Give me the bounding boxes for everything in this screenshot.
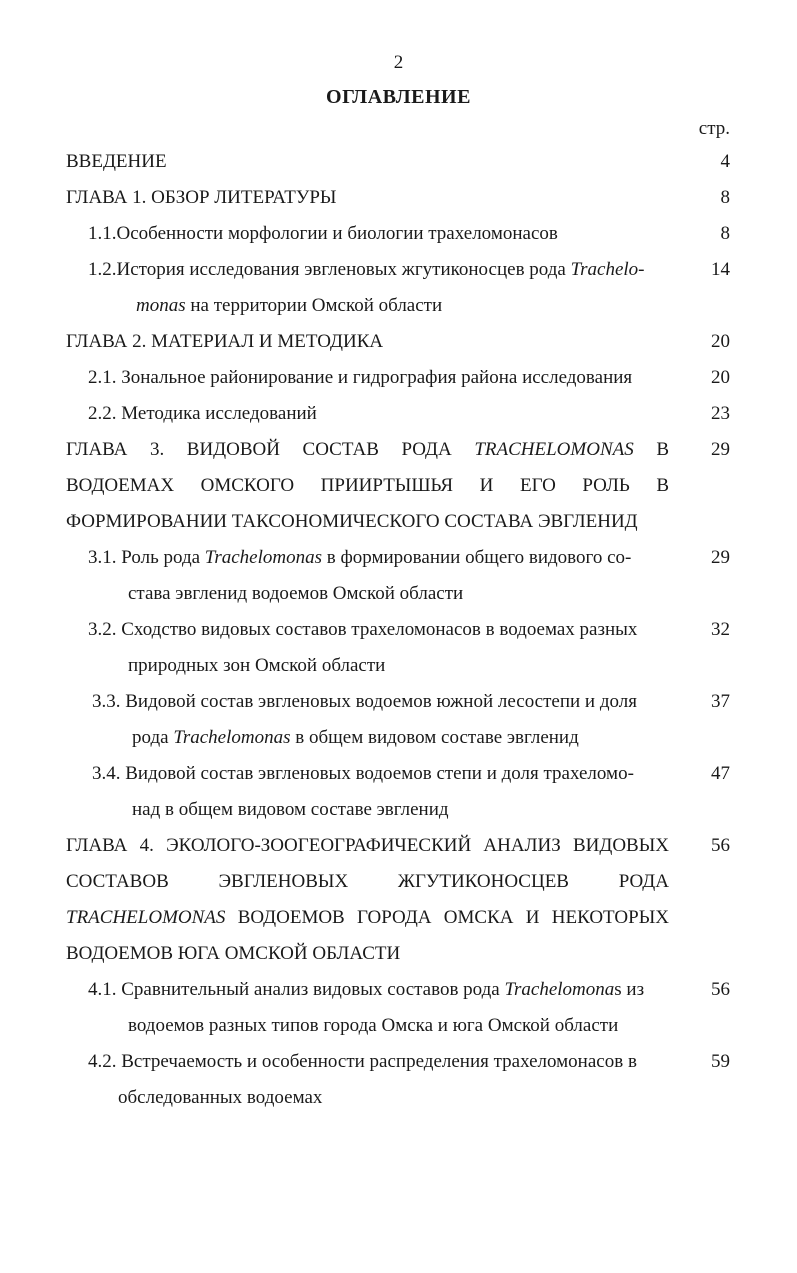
toc-entry-page: 23 <box>711 403 730 424</box>
toc-text-continuation: водоемов разных типов города Омска и юга Омской области <box>128 1015 619 1036</box>
toc-entry-text <box>88 972 677 1044</box>
pages-column-header: стр. <box>698 118 730 139</box>
toc-text-part: рода <box>132 727 174 748</box>
toc-entry-page: 20 <box>711 331 730 352</box>
toc-text-part: 3.1. Роль рода <box>88 547 205 568</box>
toc-entry-section-1-2[interactable] <box>0 252 797 324</box>
toc-entry-page: 8 <box>720 223 730 244</box>
toc-entry-introduction[interactable] <box>0 144 797 180</box>
toc-text-italic: monas <box>136 295 186 316</box>
toc-entry-text: 2.2. Методика исследований <box>88 403 317 424</box>
toc-entry-section-3-1[interactable] <box>0 540 797 612</box>
toc-text-italic: TRACHELOMONAS <box>66 907 226 928</box>
toc-entry-page: 47 <box>711 763 730 784</box>
toc-entry-text <box>66 828 669 972</box>
toc-text-part: 1.2.История исследования эвгленовых жгутиконосцев рода <box>88 259 571 280</box>
toc-entry-chapter-4[interactable] <box>0 828 797 972</box>
toc-text-italic: Trachelomonas <box>173 727 291 748</box>
toc-entry-chapter-2[interactable] <box>0 324 797 360</box>
toc-text-part: в общем видовом составе эвгленид <box>290 727 579 748</box>
toc-text-part: в формировании общего видового со- <box>321 547 632 568</box>
toc-text-continuation <box>92 720 677 756</box>
toc-entry-page: 4 <box>720 151 730 172</box>
page-number: 2 <box>393 52 404 73</box>
toc-text-part: 3.4. Видовой состав эвгленовых водоемов степи и доля трахеломо- <box>92 763 634 784</box>
toc-entry-text <box>88 540 677 612</box>
toc-entry-text <box>92 684 677 756</box>
toc-entry-section-1-1[interactable] <box>0 216 797 252</box>
toc-text-part: В ВОДОЕМАХ ОМСКОГО ПРИИРТЫШЬЯ И ЕГО РОЛЬ В ФОРМИРОВАНИИ ТАКСОНОМИЧЕСКОГО СОСТАВА ЭВГЛЕНИД <box>66 439 669 532</box>
toc-entry-page: 32 <box>711 619 730 640</box>
toc-text-part: на территории Омской области <box>185 295 443 316</box>
table-of-contents <box>0 144 797 1116</box>
toc-entry-page: 14 <box>711 259 730 280</box>
toc-text-continuation: природных зон Омской области <box>128 655 386 676</box>
toc-entry-chapter-3[interactable] <box>0 432 797 540</box>
toc-entry-text <box>88 252 677 324</box>
toc-entry-text <box>88 612 677 684</box>
toc-entry-text: ГЛАВА 1. ОБЗОР ЛИТЕРАТУРЫ <box>66 187 337 208</box>
toc-text-italic: Trachelo- <box>570 259 645 280</box>
toc-entry-section-4-1[interactable] <box>0 972 797 1044</box>
toc-entry-text <box>92 756 677 828</box>
toc-text-part: 3.3. Видовой состав эвгленовых водоемов южной лесостепи и доля <box>92 691 637 712</box>
toc-text-part: 4.1. Сравнительный анализ видовых составов рода <box>88 979 505 1000</box>
toc-text-continuation: над в общем видовом составе эвгленид <box>132 799 449 820</box>
toc-entry-section-2-1[interactable] <box>0 360 797 396</box>
toc-entry-section-4-2[interactable] <box>0 1044 797 1116</box>
toc-title: ОГЛАВЛЕНИЕ <box>326 86 471 108</box>
toc-text-italic: Trachelomona <box>504 979 615 1000</box>
toc-entry-section-3-2[interactable] <box>0 612 797 684</box>
toc-entry-page: 56 <box>711 979 730 1000</box>
toc-text-part: ГЛАВА 3. ВИДОВОЙ СОСТАВ РОДА <box>66 439 475 460</box>
toc-entry-text: 1.1.Особенности морфологии и биологии трахеломонасов <box>88 223 558 244</box>
toc-text-continuation: обследованных водоемах <box>118 1087 323 1108</box>
toc-text-italic: TRACHELOMONAS <box>474 439 634 460</box>
toc-entry-page: 29 <box>711 439 730 460</box>
toc-entry-page: 37 <box>711 691 730 712</box>
toc-entry-page: 8 <box>720 187 730 208</box>
toc-entry-text <box>66 432 669 540</box>
toc-text-part: ГЛАВА 4. ЭКОЛОГО-ЗООГЕОГРАФИЧЕСКИЙ АНАЛИЗ ВИДОВЫХ СОСТАВОВ ЭВГЛЕНОВЫХ ЖГУТИКОНОСЦЕВ РОДА <box>66 835 669 892</box>
toc-text-part: s из <box>614 979 645 1000</box>
toc-entry-page: 56 <box>711 835 730 856</box>
toc-entry-page: 29 <box>711 547 730 568</box>
toc-entry-text: ВВЕДЕНИЕ <box>66 151 167 172</box>
toc-entry-text: 2.1. Зональное районирование и гидрография района исследования <box>88 367 633 388</box>
toc-entry-text <box>88 1044 677 1116</box>
toc-entry-chapter-1[interactable] <box>0 180 797 216</box>
toc-text-part: ВОДОЕМОВ ГОРОДА ОМСКА И НЕКОТОРЫХ ВОДОЕМОВ ЮГА ОМСКОЙ ОБЛАСТИ <box>66 907 669 964</box>
toc-entry-page: 20 <box>711 367 730 388</box>
toc-text-continuation: става эвгленид водоемов Омской области <box>128 583 464 604</box>
toc-text-part: 3.2. Сходство видовых составов трахеломонасов в водоемах разных <box>88 619 638 640</box>
toc-entry-section-2-2[interactable] <box>0 396 797 432</box>
toc-text-part: 4.2. Встречаемость и особенности распределения трахеломонасов в <box>88 1051 637 1072</box>
toc-text-italic: Trachelomonas <box>204 547 322 568</box>
toc-entry-page: 59 <box>711 1051 730 1072</box>
toc-entry-section-3-4[interactable] <box>0 756 797 828</box>
toc-entry-section-3-3[interactable] <box>0 684 797 756</box>
toc-entry-text: ГЛАВА 2. МАТЕРИАЛ И МЕТОДИКА <box>66 331 384 352</box>
